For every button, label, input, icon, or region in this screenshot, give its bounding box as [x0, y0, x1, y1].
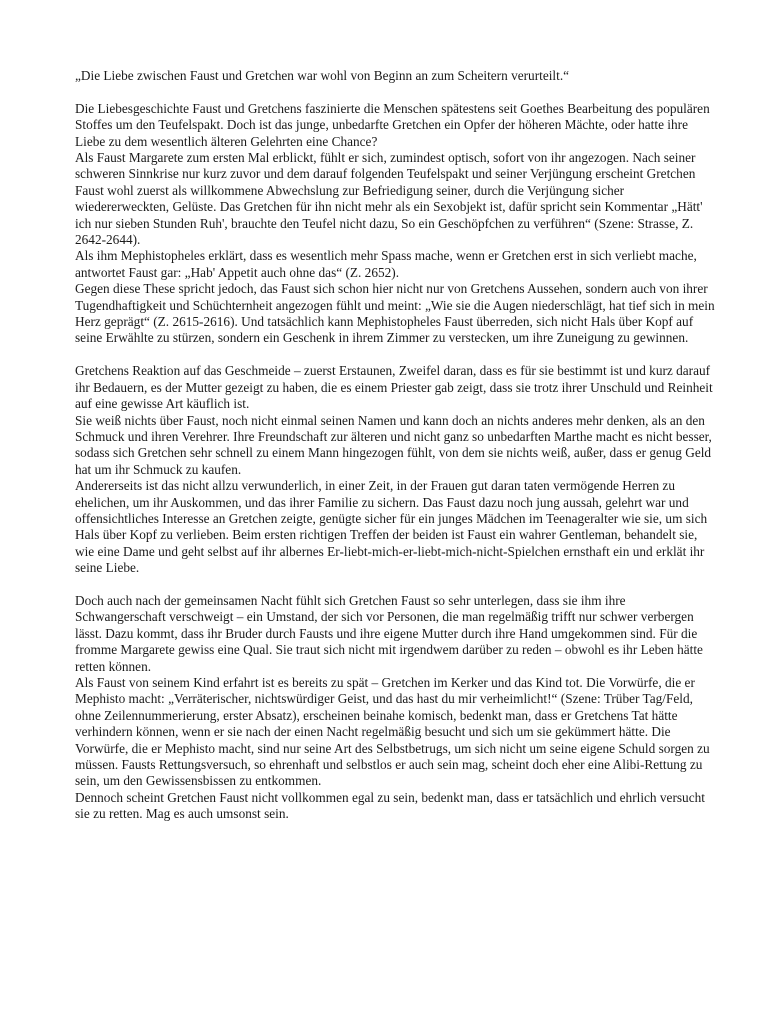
paragraph-10: Dennoch scheint Gretchen Faust nicht vollkommen egal zu sein, bedenkt man, dass er tatsächlich und ehrlich versucht sie zu retten. Mag es auch umsonst sein. [75, 789, 705, 822]
paragraph-5: Gretchens Reaktion auf das Geschmeide – zuerst Erstaunen, Zweifel daran, dass es für sie bestimmt ist und kurz darauf ihr Bedauern, es der Mutter gezeigt zu haben, die es einem Priester gab zeigt, dass sie trotz ihrer Unschuld und Reinheit auf eine gewisse Art käuflich ist. [75, 363, 713, 412]
paragraph-9: Als Faust von seinem Kind erfahrt ist es bereits zu spät – Gretchen im Kerker und das Kind tot. Die Vorwürfe, die er Mephisto macht: „Verräterischer, nichtswürdiger Geist, und das hast du mir verheimlicht!“ (Szene: Trüber Tag/Feld, ohne Zeilennummerierung, erster Absatz), erscheinen beinahe komisch, bedenkt man, dass er Gretchens Tat hätte verhindern können, wenn er sie nach der einen Nacht regelmäßig besucht und sich um sie gekümmert hätte. Die Vorwürfe, die er Mephisto macht, sind nur seine Art des Selbstbetrugs, um sich nicht um seine eigene Schuld sorgen zu müssen. Fausts Rettungsversuch, so ehrenhaft und selbstlos er auch sein mag, scheint doch eher eine Alibi-Rettung zu sein, um den Gewissensbissen zu entkommen. [75, 674, 710, 789]
paragraph-4: Gegen diese These spricht jedoch, das Faust sich schon hier nicht nur von Gretchens Aussehen, sondern auch von ihrer Tugendhaftigkeit und Schüchternheit angezogen fühlt und meint: „Wie sie die Augen niederschlägt, hat tief sich in mein Herz geprägt“ (Z. 2615-2616). Und tatsächlich kann Mephistopheles Faust überreden, sich nicht Hals über Kopf auf seine Erwählte zu stürzen, sondern ein Geschenk in ihrem Zimmer zu verstecken, um ihre Zuneigung zu gewinnen. [75, 281, 715, 346]
paragraph-7: Andererseits ist das nicht allzu verwunderlich, in einer Zeit, in der Frauen gut daran taten vermögende Herren zu ehelichen, um ihr Auskommen, und das ihrer Familie zu sichern. Das Faust dazu noch jung aussah, gelehrt war und offensichtliches Interesse an Gretchen zeigte, genügte sicher für ein junges Mädchen im Teenageralter wie sie, um sich Hals über Kopf zu verlieben. Beim ersten richtigen Treffen der beiden ist Faust ein wahrer Gentleman, behandelt sie, wie eine Dame und geht selbst auf ihr albernes Er-liebt-mich-er-liebt-mich-nicht-Spielchen ernsthaft ein und erklät ihr seine Liebe. [75, 478, 708, 576]
paragraph-8: Doch auch nach der gemeinsamen Nacht fühlt sich Gretchen Faust so sehr unterlegen, dass sie ihm ihre Schwangerschaft verschweigt – ein Umstand, der sich vor Personen, die man regelmäßig trifft nur schwer verbergen lässt. Dazu kommt, dass ihr Bruder durch Fausts und ihre eigene Mutter durch ihre Hand umgekommen sind. Für die fromme Margarete gewiss eine Qual. Sie traut sich nicht mit irgendwem darüber zu reden – obwohl es ihr Leben hätte retten können. [75, 592, 703, 674]
paragraph-2: Als Faust Margarete zum ersten Mal erblickt, fühlt er sich, zumindest optisch, sofort von ihr angezogen. Nach seiner schweren Sinnkrise nur kurz zuvor und dem darauf folgenden Teufelspakt und seiner Verjüngung erscheint Gretchen Faust wohl zuerst als willkommene Abwechslung zur Befriedigung seiner, durch die Verjüngung sicher wiedererweckten, Gelüste. Das Gretchen für ihn nicht mehr als ein Sexobjekt ist, dafür spricht sein Kommentar „Hätt' ich nur sieben Stunden Ruh', brauchte den Teufel nicht dazu, So ein Geschöpfchen zu verführen“ (Szene: Strasse, Z. 2642-2644). [75, 150, 703, 248]
title-quote: „Die Liebe zwischen Faust und Gretchen war wohl von Beginn an zum Scheitern verurteilt.“ [75, 68, 570, 83]
paragraph-gap [75, 84, 715, 100]
paragraph-3: Als ihm Mephistopheles erklärt, dass es wesentlich mehr Spass mache, wenn er Gretchen erst in sich verliebt mache, antwortet Faust gar: „Hab' Appetit auch ohne das“ (Z. 2652). [75, 248, 697, 280]
document-page [75, 68, 715, 823]
paragraph-gap [75, 347, 715, 363]
paragraph-gap [75, 577, 715, 593]
paragraph-6: Sie weiß nichts über Faust, noch nicht einmal seinen Namen und kann doch an nichts anderes mehr denken, als an den Schmuck und ihren Verehrer. Ihre Freundschaft zur älteren und nicht ganz so unbedarften Marthe macht es nicht besser, sodass sich Gretchen sehr schnell zu einem Mann hingezogen fühlt, von dem sie nichts weiß, außer, dass er genug Geld hat um ihr Schmuck zu kaufen. [75, 412, 712, 477]
paragraph-1: Die Liebesgeschichte Faust und Gretchens faszinierte die Menschen spätestens seit Goethes Bearbeitung des populären Stoffes um den Teufelspakt. Doch ist das junge, unbedarfte Gretchen ein Opfer der höheren Mächte, oder hatte ihre Liebe zu dem wesentlich älteren Gelehrten eine Chance? [75, 100, 710, 149]
